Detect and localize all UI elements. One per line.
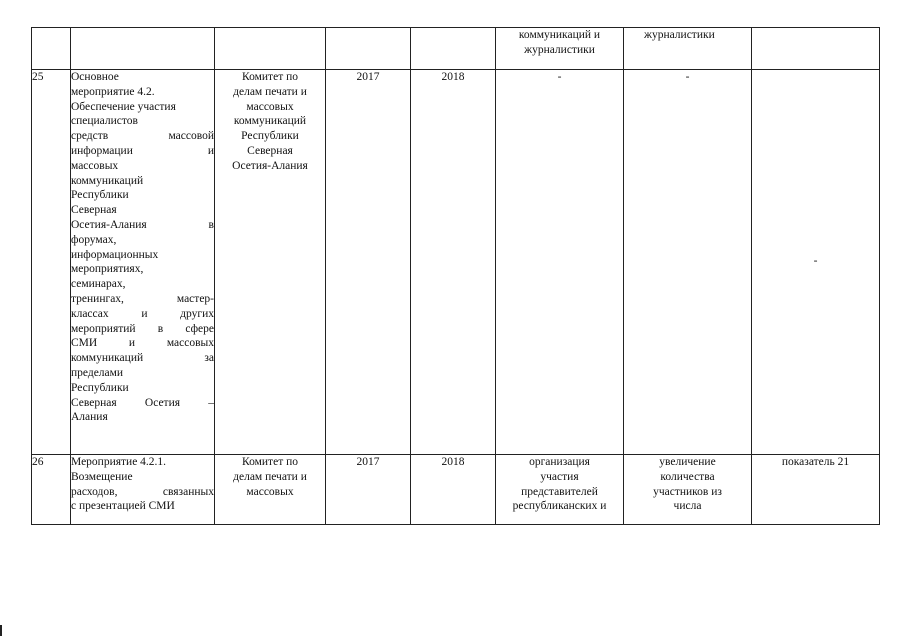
cell-effect-continuation — [624, 28, 752, 70]
title-line: информации и — [71, 144, 214, 157]
program-activities-table — [31, 27, 880, 525]
title-line: форумах, — [71, 233, 117, 246]
row-start-year — [326, 455, 411, 525]
executor-line: Комитет по — [242, 71, 298, 83]
effect-text: - — [685, 71, 690, 83]
start-year-text: 2017 — [356, 71, 380, 83]
row-number-text: 26 — [32, 456, 44, 468]
title-line: Возмещение — [71, 470, 133, 483]
row-executor-cell — [215, 455, 326, 525]
row-result — [496, 70, 624, 455]
row-indicator — [752, 70, 880, 455]
executor-line: делам печати и — [233, 470, 307, 483]
row-end-year — [411, 70, 496, 455]
cell-title-empty — [71, 28, 215, 70]
cell-number-empty — [32, 28, 71, 70]
title-line: средств массовой — [71, 130, 214, 143]
executor-line: Северная — [247, 144, 293, 157]
row-start-year — [326, 70, 411, 455]
row-title — [71, 70, 214, 425]
executor-line: коммуникаций — [233, 115, 307, 128]
row-number-text: 25 — [32, 71, 44, 83]
cell-indicator-empty — [752, 28, 880, 70]
title-line: коммуникаций за — [71, 352, 214, 365]
title-line: Основное — [71, 71, 119, 83]
result-text: - — [557, 71, 562, 83]
scan-edge-mark — [0, 625, 2, 636]
table-row — [32, 70, 880, 455]
title-line: Северная Осетия – — [71, 396, 214, 409]
continuation-row — [32, 28, 880, 70]
executor-line: делам печати и — [233, 85, 307, 98]
row-effect — [624, 455, 752, 525]
row-executor-cell — [215, 70, 326, 455]
title-line: массовых — [71, 159, 119, 172]
title-line: СМИ и массовых — [71, 337, 214, 350]
title-line: мероприятие 4.2. — [71, 85, 155, 98]
effect-line: увеличение — [659, 456, 716, 468]
indicator-text: показатель 21 — [781, 456, 850, 468]
cell-start-empty — [326, 28, 411, 70]
result-line: представителей — [521, 485, 598, 498]
row-end-year — [411, 455, 496, 525]
executor-line: массовых — [246, 100, 294, 113]
cell-end-empty — [411, 28, 496, 70]
result-line: республиканских и — [512, 500, 607, 513]
effect-line: количества — [660, 470, 715, 483]
effect-line: участников из — [653, 485, 722, 498]
row-effect — [624, 70, 752, 455]
title-line: специалистов — [71, 115, 138, 128]
title-line: расходов, связанных — [71, 485, 214, 498]
table-row — [32, 455, 880, 525]
executor-line: массовых — [246, 485, 294, 498]
title-line: пределами — [71, 366, 124, 379]
result-line: организация — [529, 456, 590, 468]
end-year-text: 2018 — [441, 71, 465, 83]
row-number — [32, 455, 71, 525]
result-line: участия — [540, 470, 579, 483]
indicator-text: - — [813, 255, 818, 267]
title-line: с презентацией СМИ — [71, 500, 175, 513]
row-title-cell — [71, 455, 215, 525]
executor-line: Осетия-Алания — [232, 159, 308, 172]
effect-line: числа — [673, 500, 702, 513]
row-indicator — [752, 455, 880, 525]
effect-continuation-text: журналистики — [644, 29, 715, 41]
row-number — [32, 70, 71, 455]
title-line: мероприятиях, — [71, 263, 144, 276]
cell-executor-empty — [215, 28, 326, 70]
result-continuation-text: коммуникаций и журналистики — [518, 29, 601, 56]
row-result — [496, 455, 624, 525]
title-line: мероприятий в сфере — [71, 322, 214, 335]
title-line: Республики — [71, 189, 129, 202]
cell-result-continuation — [496, 28, 624, 70]
executor-line: Республики — [241, 130, 299, 143]
title-line: Северная — [71, 204, 117, 217]
end-year-text: 2018 — [441, 456, 465, 468]
title-line: Мероприятие 4.2.1. — [71, 456, 167, 468]
title-line: Обеспечение участия — [71, 100, 176, 113]
start-year-text: 2017 — [356, 456, 380, 468]
title-line: Алания — [71, 411, 108, 424]
title-line: коммуникаций — [71, 174, 144, 187]
title-line: Республики — [71, 381, 129, 394]
row-title-cell — [71, 70, 215, 455]
title-line: Осетия-Алания в — [71, 218, 214, 231]
title-line: тренингах, мастер- — [71, 292, 214, 305]
title-line: семинарах, — [71, 278, 126, 291]
title-line: информационных — [71, 248, 159, 261]
executor-line: Комитет по — [242, 456, 298, 468]
title-line: классах и других — [71, 307, 214, 320]
